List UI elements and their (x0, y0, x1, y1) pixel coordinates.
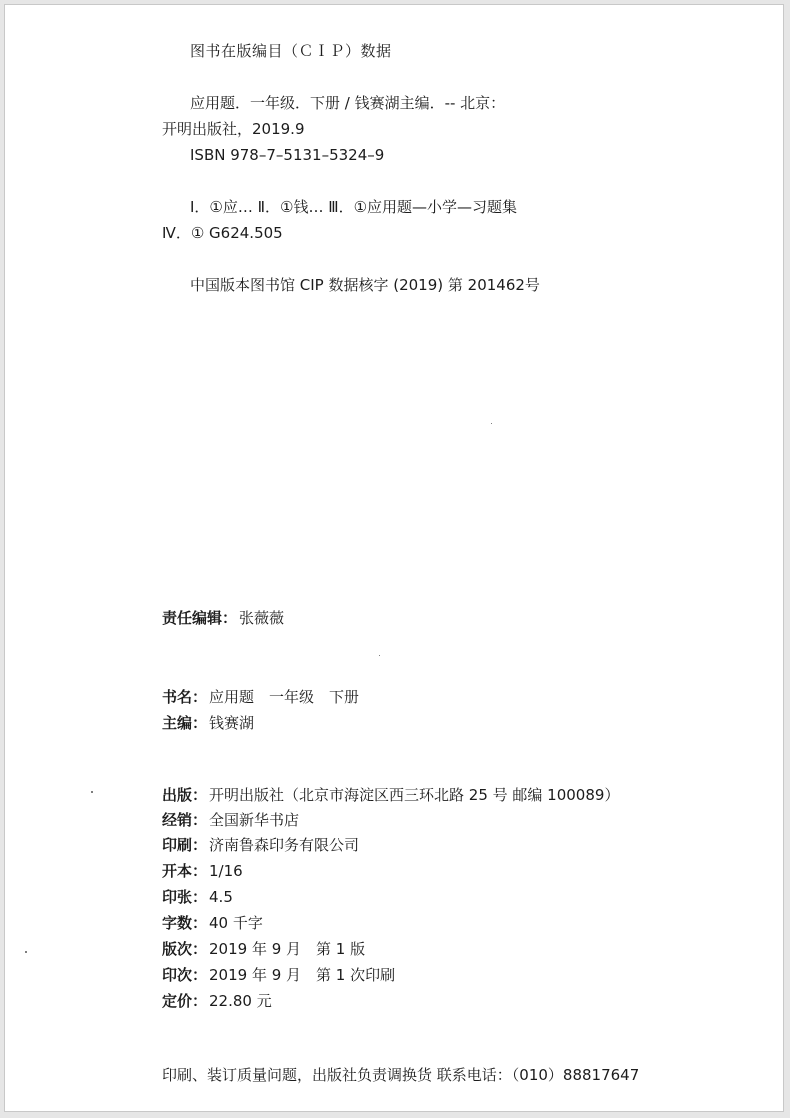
cip-classification-1: Ⅰ．①应… Ⅱ．①钱… Ⅲ．①应用题—小学—习题集 (190, 198, 518, 216)
spec-row (162, 887, 233, 907)
scan-dust (379, 655, 380, 656)
scan-dust (91, 791, 93, 793)
quality-notice: 印刷、装订质量问题，出版社负责调换货 联系电话：（010）88817647 (162, 1066, 640, 1084)
spec-value: 2019 年 9 月 第 1 次印刷 (209, 966, 396, 984)
spec-row (162, 965, 395, 985)
book-title-value: 应用题 一年级 下册 (209, 688, 360, 706)
cip-line-2: 开明出版社，2019.9 (162, 120, 305, 138)
chief-editor (162, 713, 254, 733)
spec-row (162, 861, 243, 881)
spec-label: 经销： (162, 811, 208, 829)
spec-label: 定价： (162, 992, 208, 1010)
spec-label: 开本： (162, 862, 208, 880)
cip-line-1: 应用题．一年级．下册 / 钱赛湖主编．-- 北京： (190, 94, 506, 112)
spec-value: 22.80 元 (209, 992, 272, 1010)
chief-editor-value: 钱赛湖 (209, 714, 255, 732)
spec-label: 字数： (162, 914, 208, 932)
spec-label: 版次： (162, 940, 208, 958)
spec-value: 济南鲁森印务有限公司 (209, 836, 360, 854)
responsible-editor (162, 608, 284, 628)
spec-label: 印张： (162, 888, 208, 906)
spec-value: 2019 年 9 月 第 1 版 (209, 940, 366, 958)
copyright-page (4, 4, 784, 1112)
responsible-editor-value: 张薇薇 (239, 609, 285, 627)
spec-value: 1/16 (209, 862, 243, 880)
book-title-label: 书名： (162, 688, 208, 706)
responsible-editor-label: 责任编辑： (162, 609, 238, 627)
spec-label: 出版： (162, 786, 208, 804)
spec-row (162, 939, 365, 959)
spec-row (162, 991, 272, 1011)
spec-label: 印刷： (162, 836, 208, 854)
spec-row (162, 785, 619, 805)
spec-row (162, 835, 359, 855)
spec-value: 全国新华书店 (209, 811, 300, 829)
cip-classification-2: Ⅳ．① G624.505 (162, 224, 283, 242)
spec-label: 印次： (162, 966, 208, 984)
spec-value: 4.5 (209, 888, 233, 906)
chief-editor-label: 主编： (162, 714, 208, 732)
cip-record-number: 中国版本图书馆 CIP 数据核字 (2019) 第 201462号 (190, 276, 540, 294)
book-title (162, 687, 359, 707)
scan-dust (25, 951, 27, 953)
cip-isbn: ISBN 978–7–5131–5324–9 (190, 146, 385, 164)
spec-value: 40 千字 (209, 914, 263, 932)
scan-dust (491, 423, 492, 424)
cip-heading: 图书在版编目（ＣＩＰ）数据 (190, 42, 392, 60)
spec-value: 开明出版社（北京市海淀区西三环北路 25 号 邮编 100089） (209, 786, 620, 804)
spec-row (162, 810, 299, 830)
spec-row (162, 913, 263, 933)
